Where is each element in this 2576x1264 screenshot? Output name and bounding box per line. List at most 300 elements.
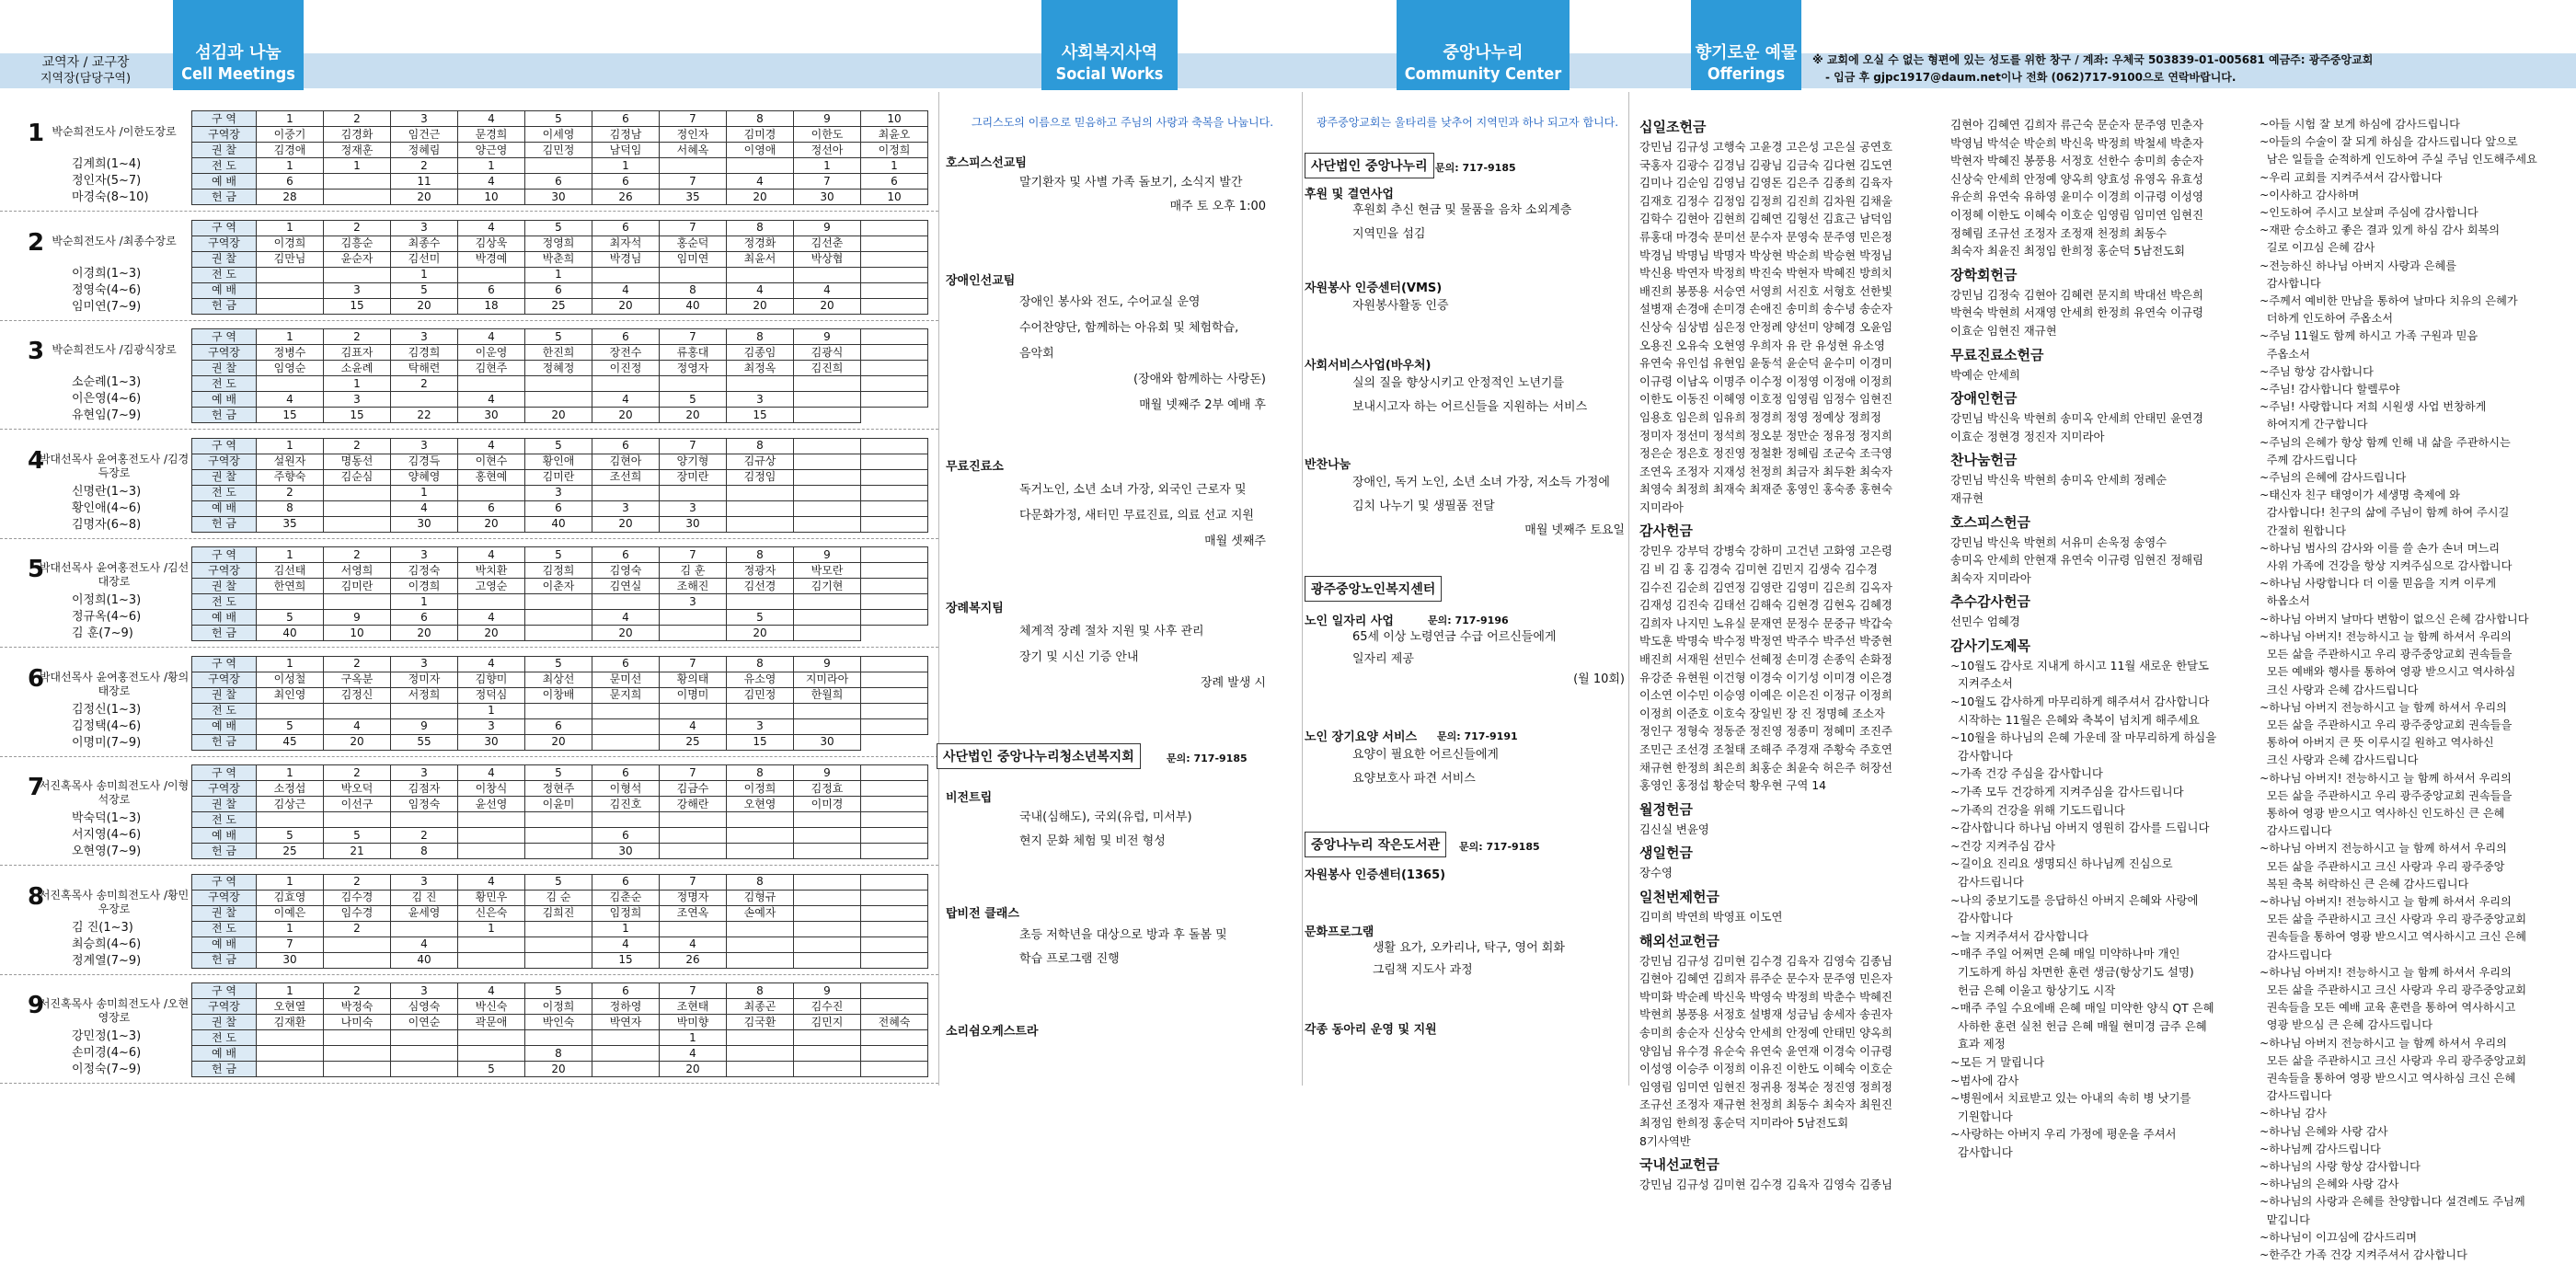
table-cell: 8 <box>727 874 794 890</box>
table-cell: 이정희 <box>861 143 928 158</box>
table-cell: 20 <box>727 298 794 314</box>
table-row <box>192 626 928 641</box>
offering-heading: 월정헌금 <box>1639 800 1693 818</box>
table-cell <box>257 703 324 718</box>
table-cell: 문미선 <box>592 672 660 687</box>
table-cell <box>794 500 861 516</box>
table-cell: 4 <box>794 282 861 298</box>
table-row <box>192 656 928 672</box>
table-cell: 1 <box>592 158 660 174</box>
table-cell: 조연옥 <box>660 905 727 921</box>
table-cell: 6 <box>257 174 324 190</box>
social-vision-trip: 비전트립 <box>946 791 993 805</box>
table-cell: 이영애 <box>727 143 794 158</box>
offering-names: ~10월도 감사로 지내게 하시고 11월 새로운 한달도 지켜주소서 ~10월도 감사하게 마무리하게 해주셔서 감사합니다 시작하는 11월은 은혜와 축복이 넘치게 해주세요 ~10월을 하나님의 은혜 가운데 잘 마무리하게 하심을 감사합니다 ~가족 건강 주심을 감사합니다 ~가족 모두 건강하게 지켜주심을 감사드립니다 ~가족의 건강을 위해 기도드립니다 ~감사합니다 하나님 아버지 영원히 감사를 드립니다 ~건강 지켜주심 감사 ~길이요 진리요 생명되신 하나님께 진심으로 감사드립니다 ~나의 중보기도를 응답하신 아버지 은혜와 사랑에 감사합니다 ~늘 지켜주셔서 감사합니다 ~매주 주일 어쩌면 은혜 매일 미약하나마 개인 기도하게 하심 차면한 훈련 생금(항상기도 설명) 헌금 은혜 이울고 항상기도 시작 ~매주 주일 수요에배 은혜 매일 미약한 양식 QT 은혜 사하한 훈련 실천 헌금 은혜 매월 현미경 금주 은혜 효과 제정 ~모든 거 말립니다 ~범사에 감사 ~병원에서 치료받고 있는 아내의 속히 병 낫기를 기원합니다 ~사랑하는 아버지 우리 가정에 평운을 주셔서 감사합니다 <box>1950 658 2217 1159</box>
table-cell: 이창배 <box>525 687 592 703</box>
table-cell: 20 <box>391 190 458 205</box>
table-row <box>192 1030 928 1046</box>
table-cell: 이한도 <box>794 127 861 143</box>
table-cell: 유소영 <box>727 672 794 687</box>
group-members <box>72 702 141 752</box>
group-member: 이은영(4~6) <box>72 392 142 406</box>
table-cell: 3 <box>660 594 727 610</box>
table-cell <box>794 516 861 532</box>
table-cell: 3 <box>391 220 458 236</box>
offering-section <box>1950 264 2254 340</box>
row-label: 예 배 <box>192 174 257 190</box>
table-cell: 윤선영 <box>458 797 525 812</box>
table-row <box>192 828 928 844</box>
table-cell: 8 <box>727 765 794 781</box>
table-row <box>192 781 928 797</box>
table-cell <box>525 392 592 408</box>
table-row <box>192 392 928 408</box>
table-cell: 20 <box>660 408 727 423</box>
center-box-nanuri-title: 사단법인 중앙나누리 <box>1311 159 1428 174</box>
table-cell: 6 <box>592 438 660 454</box>
table-cell <box>794 1046 861 1062</box>
cell-group <box>0 103 938 212</box>
table-cell: 8 <box>727 656 794 672</box>
table-cell: 2 <box>257 485 324 500</box>
table-cell: 류홍대 <box>660 345 727 361</box>
table-cell: 5 <box>525 438 592 454</box>
table-row <box>192 1062 928 1077</box>
center-tel: 문의: 717-9185 <box>1435 162 1516 174</box>
center-tel: 문의: 717-9191 <box>1437 730 1518 742</box>
table-row <box>192 361 928 376</box>
table-cell: 박연자 <box>592 1015 660 1030</box>
table-cell <box>794 844 861 859</box>
table-cell <box>525 594 592 610</box>
table-row <box>192 547 928 563</box>
table-cell: 10 <box>458 190 525 205</box>
table-cell <box>727 812 794 828</box>
center-tel: 문의: 717-9196 <box>1428 615 1509 626</box>
social-text: 말기환자 및 사별 가족 돌보기, 소식지 발간 <box>1019 176 1243 190</box>
offerings-column-1 <box>1639 116 1952 1198</box>
cell-group <box>0 757 938 866</box>
table-cell: 4 <box>458 438 525 454</box>
table-cell: 7 <box>660 174 727 190</box>
table-cell: 20 <box>727 626 794 641</box>
offering-section <box>1950 591 2254 631</box>
row-label: 예 배 <box>192 392 257 408</box>
table-cell: 2 <box>391 828 458 844</box>
table-cell: 20 <box>458 626 525 641</box>
table-cell <box>861 579 928 594</box>
tab-offerings[interactable] <box>1691 0 1801 90</box>
row-label: 구 역 <box>192 220 257 236</box>
row-label: 권 찰 <box>192 905 257 921</box>
group-member: 김명자(6~8) <box>72 517 142 532</box>
table-cell <box>727 844 794 859</box>
table-cell <box>861 718 928 734</box>
row-label: 구역장 <box>192 345 257 361</box>
table-cell: 30 <box>525 190 592 205</box>
table-cell: 3 <box>391 983 458 999</box>
table-cell: 4 <box>727 174 794 190</box>
table-cell <box>391 392 458 408</box>
social-youth-tel: 문의: 717-9185 <box>1167 753 1248 764</box>
table-cell: 7 <box>660 547 727 563</box>
table-cell: 3 <box>391 547 458 563</box>
table-row <box>192 500 928 516</box>
table-cell: 1 <box>257 874 324 890</box>
table-cell: 4 <box>391 500 458 516</box>
table-row <box>192 905 928 921</box>
table-cell <box>458 812 525 828</box>
group-member: 마경숙(8~10) <box>72 190 149 204</box>
table-cell: 21 <box>324 844 391 859</box>
table-row <box>192 454 928 469</box>
table-row <box>192 469 928 485</box>
group-members <box>72 1028 141 1078</box>
table-cell: 3 <box>324 282 391 298</box>
table-cell: 20 <box>592 516 660 532</box>
table-cell: 김점자 <box>391 781 458 797</box>
table-cell: 정경화 <box>727 236 794 251</box>
table-cell: 6 <box>458 282 525 298</box>
table-row <box>192 703 928 718</box>
table-cell <box>861 345 928 361</box>
table-cell: 5 <box>727 610 794 626</box>
table-cell: 이미경 <box>794 797 861 812</box>
table-cell: 9 <box>794 547 861 563</box>
offering-names: 강민님 김규성 김미현 김수경 김육자 김영숙 김종님 김현아 김혜연 김희자 류주순 문수자 문주영 민은자 박미화 박순례 박신욱 박영숙 박정희 박춘수 박혜진 박현희 봉풍용 서정호 설병재 성금님 송세자 송권자 송미희 송순자 신상숙 안세희 안정예 안태민 양옥희 양임님 유수경 유순숙 유연숙 윤연재 이경숙 이규령 이성영 이승주 이정희 이유진 이한도 이혜숙 이호순 임영림 임미연 임현진 정귀용 정복순 정진영 정희정 조규선 조정자 재규현 천정희 최동수 최숙자 최원진 최정임 한희정 홍순덕 지미라아 5남전도회 8기사역반 <box>1639 953 1892 1148</box>
table-cell <box>861 251 928 267</box>
social-funeral-title: 장례복지팀 <box>946 602 1004 615</box>
table-cell <box>861 890 928 905</box>
table-cell: 20 <box>391 298 458 314</box>
social-text: 초등 저학년을 대상으로 방과 후 돌봄 및 <box>1019 928 1227 942</box>
table-cell <box>794 485 861 500</box>
offering-names: 강민님 김규성 김미현 김수경 김육자 김영숙 김종님 <box>1639 1178 1892 1192</box>
tab-social-works[interactable] <box>1041 0 1178 90</box>
table-cell: 김현아 <box>592 454 660 469</box>
table-row <box>192 408 928 423</box>
offering-section <box>1639 116 1952 516</box>
table-cell: 최인영 <box>257 687 324 703</box>
table-cell <box>861 1046 928 1062</box>
group-members <box>72 156 149 206</box>
row-label: 구 역 <box>192 765 257 781</box>
table-cell: 이현수 <box>458 454 525 469</box>
offering-names: 선민수 엄혜경 <box>1950 615 2020 629</box>
table-cell: 최윤서 <box>727 251 794 267</box>
center-text: 실의 질을 향상시키고 안정적인 노년기를 <box>1352 376 1565 390</box>
row-label: 헌 금 <box>192 734 257 750</box>
table-cell: 5 <box>525 656 592 672</box>
group-leader: 서진혹목사 송미희전도사 /황민우장로 <box>39 888 190 915</box>
social-topvision: 탑비전 클래스 <box>946 907 1019 921</box>
table-cell: 8 <box>660 282 727 298</box>
table-cell: 3 <box>458 718 525 734</box>
offering-heading: 일천번제헌금 <box>1639 888 1719 905</box>
divider <box>938 92 939 1086</box>
table-cell: 김선태 <box>257 563 324 579</box>
table-cell: 7 <box>660 438 727 454</box>
table-cell: 이창식 <box>458 781 525 797</box>
social-orchestra: 소리쉼오케스트라 <box>946 1025 1039 1039</box>
table-cell: 3 <box>660 500 727 516</box>
row-label: 예 배 <box>192 610 257 626</box>
row-label: 구역장 <box>192 999 257 1015</box>
offering-heading: 감사헌금 <box>1639 523 1693 540</box>
group-member: 신명란(1~3) <box>72 484 142 499</box>
table-cell: 김진호 <box>592 797 660 812</box>
table-cell: 김미란 <box>525 469 592 485</box>
table-cell: 주향숙 <box>257 469 324 485</box>
table-cell <box>861 765 928 781</box>
row-label: 전 도 <box>192 267 257 282</box>
table-cell <box>525 921 592 937</box>
center-text: (월 10회) <box>1573 672 1625 686</box>
table-cell <box>324 952 391 968</box>
table-cell: 6 <box>592 547 660 563</box>
offering-names: 김미희 박연희 박영표 이도연 <box>1639 909 1783 924</box>
table-cell: 3 <box>391 656 458 672</box>
table-cell: 4 <box>592 937 660 952</box>
table-cell <box>525 703 592 718</box>
table-cell <box>592 485 660 500</box>
table-cell: 김경득 <box>391 454 458 469</box>
table-cell: 4 <box>458 610 525 626</box>
table-cell: 1 <box>257 220 324 236</box>
tab-cell-ko: 섬김과 나눔 <box>195 43 282 63</box>
table-cell: 6 <box>592 765 660 781</box>
social-text: (장애와 함께하는 사랑돈) <box>1133 373 1266 386</box>
table-cell: 이명미 <box>660 687 727 703</box>
table-cell: 20 <box>525 408 592 423</box>
table-cell <box>660 703 727 718</box>
table-cell <box>660 485 727 500</box>
table-cell <box>257 1062 324 1077</box>
table-cell: 6 <box>458 500 525 516</box>
table-cell: 김연실 <box>592 579 660 594</box>
table-cell: 김선경 <box>727 579 794 594</box>
table-cell: 조선희 <box>592 469 660 485</box>
table-cell <box>660 828 727 844</box>
table-row <box>192 236 928 251</box>
table-cell: 7 <box>660 656 727 672</box>
table-cell <box>525 812 592 828</box>
table-cell <box>861 672 928 687</box>
group-member: 박숙덕(1~3) <box>72 811 142 825</box>
table-cell <box>794 392 861 408</box>
table-cell: 박춘희 <box>525 251 592 267</box>
table-cell: 박미향 <box>660 1015 727 1030</box>
tab-cell-meetings[interactable] <box>173 0 304 90</box>
table-cell: 1 <box>458 703 525 718</box>
table-cell: 1 <box>257 158 324 174</box>
header-left-line2: 지역장(담당구역) <box>40 72 132 86</box>
table-cell: 2 <box>324 111 391 127</box>
group-number: 3 <box>28 338 45 365</box>
row-label: 구역장 <box>192 454 257 469</box>
table-cell: 이예은 <box>257 905 324 921</box>
group-member: 김계희(1~4) <box>72 157 142 171</box>
table-cell <box>324 594 391 610</box>
row-label: 헌 금 <box>192 190 257 205</box>
table-cell <box>861 220 928 236</box>
table-cell: 4 <box>458 392 525 408</box>
table-cell: 40 <box>257 626 324 641</box>
table-cell: 3 <box>525 485 592 500</box>
table-cell: 4 <box>458 656 525 672</box>
group-leader: 서진혹목사 송미희전도사 /오현영장로 <box>39 997 190 1024</box>
row-label: 예 배 <box>192 718 257 734</box>
row-label: 예 배 <box>192 937 257 952</box>
table-cell: 심영숙 <box>391 999 458 1015</box>
table-cell <box>861 547 928 563</box>
table-cell: 22 <box>391 408 458 423</box>
table-cell: 정영자 <box>660 361 727 376</box>
table-cell <box>861 298 928 314</box>
table-cell: 김미란 <box>324 579 391 594</box>
center-text: 자원봉사활동 인증 <box>1352 299 1449 313</box>
center-text: 일자리 제공 <box>1352 652 1414 666</box>
table-cell: 김경화 <box>324 127 391 143</box>
table-cell: 3 <box>324 392 391 408</box>
table-cell: 4 <box>391 937 458 952</box>
table-cell: 40 <box>525 516 592 532</box>
center-box-senior-title: 광주중앙노인복지센터 <box>1311 582 1436 597</box>
group-table <box>191 110 928 205</box>
table-row <box>192 718 928 734</box>
table-cell <box>525 828 592 844</box>
table-cell: 임영순 <box>257 361 324 376</box>
group-table <box>191 764 928 859</box>
table-row <box>192 765 928 781</box>
cell-group <box>0 431 938 539</box>
table-cell <box>525 626 592 641</box>
table-row <box>192 952 928 968</box>
table-cell <box>727 516 794 532</box>
table-cell: 2 <box>324 983 391 999</box>
table-cell <box>257 298 324 314</box>
offering-section <box>1639 799 1952 839</box>
row-label: 구 역 <box>192 983 257 999</box>
table-cell: 25 <box>257 844 324 859</box>
table-cell <box>257 267 324 282</box>
table-cell <box>458 376 525 392</box>
table-cell: 고영순 <box>458 579 525 594</box>
table-cell: 김민지 <box>794 1015 861 1030</box>
table-cell <box>727 1046 794 1062</box>
table-row <box>192 251 928 267</box>
offering-heading: 찬나눔헌금 <box>1950 452 2018 469</box>
table-cell: 이춘자 <box>525 579 592 594</box>
table-cell: 5 <box>324 828 391 844</box>
table-cell <box>324 500 391 516</box>
table-cell <box>861 594 928 610</box>
table-cell: 최자석 <box>592 236 660 251</box>
table-cell: 한연희 <box>257 579 324 594</box>
row-label: 헌 금 <box>192 952 257 968</box>
center-text: 요양이 필요한 어르신들에게 <box>1352 748 1499 762</box>
table-cell: 4 <box>458 111 525 127</box>
table-cell: 8 <box>257 500 324 516</box>
tab-community-center[interactable] <box>1397 0 1570 90</box>
tab-offer-en: Offerings <box>1707 64 1786 84</box>
row-label: 헌 금 <box>192 516 257 532</box>
table-cell: 황의태 <box>660 672 727 687</box>
table-cell: 김효영 <box>257 890 324 905</box>
table-cell: 4 <box>592 392 660 408</box>
row-label: 구 역 <box>192 111 257 127</box>
table-cell: 9 <box>391 718 458 734</box>
table-cell <box>794 376 861 392</box>
table-cell: 서영희 <box>324 563 391 579</box>
table-cell: 김미경 <box>727 127 794 143</box>
offering-section <box>1950 116 2254 260</box>
table-cell: 7 <box>660 111 727 127</box>
group-member: 김 훈(7~9) <box>72 626 133 640</box>
table-cell: 김정남 <box>592 127 660 143</box>
offering-names: 강민우 강부덕 강병숙 강하미 고건년 고화영 고은령 김 비 김 홍 김경숙 김미현 김민지 김생숙 김수경 김수진 김순희 김연정 김영란 김영미 김은희 김옥자 김재성 김진숙 김태선 김해숙 김현경 김현옥 김혜경 김희자 나지민 노유실 문재연 문정수 문중규 박갑숙 박도훈 박명숙 박수정 박정연 박주수 박주선 박중현 배진희 서재원 선민수 선혜정 손미경 손종익 손화정 유강준 유현원 이건형 이경숙 이기성 이미경 이은경 이소연 이수민 이승영 이예은 이은진 이정규 이정희 이정희 이준호 이호숙 장일빈 장 진 정명혜 조소자 정인구 정형숙 정동준 정진영 정종미 정혜미 조진주 조민근 조선경 조철태 조해주 주경재 주황숙 주호연 채규현 한정희 최은희 최홍순 최윤숙 허은주 허장선 홍영인 홍정섭 황순덕 황우현 구역 14 <box>1639 544 1892 793</box>
table-cell <box>592 376 660 392</box>
row-label: 전 도 <box>192 703 257 718</box>
table-cell: 6 <box>592 656 660 672</box>
group-leader: 박순희전도사 /최종수장로 <box>52 234 177 247</box>
group-members <box>72 374 141 424</box>
table-cell: 3 <box>391 438 458 454</box>
table-cell: 5 <box>525 329 592 345</box>
row-label: 헌 금 <box>192 1062 257 1077</box>
table-cell: 김경애 <box>257 143 324 158</box>
table-row <box>192 190 928 205</box>
table-cell: 7 <box>794 174 861 190</box>
table-cell: 임수경 <box>324 905 391 921</box>
table-cell: 10 <box>861 111 928 127</box>
table-cell: 9 <box>324 610 391 626</box>
table-cell <box>861 1062 928 1077</box>
offering-section <box>1950 344 2254 385</box>
table-cell: 이형석 <box>592 781 660 797</box>
table-cell <box>324 812 391 828</box>
table-cell: 정재훈 <box>324 143 391 158</box>
offering-names: 김현아 김혜연 김희자 류근숙 문순자 문주영 민춘자 박영님 박석순 박순희 박신욱 박정희 박철세 박춘자 박현자 박혜진 봉풍용 서정호 선한수 송미희 송순자 신상숙 안세희 안정예 양옥희 양효성 유영옥 유효성 유순희 유연숙 유하영 윤미수 이경희 이규령 이성영 이정혜 이한도 이혜숙 이호순 임영림 임미연 임현진 정혜림 조규선 조정자 조정재 천정희 최동수 최숙자 최윤진 최정임 한희정 홍순덕 5남전도회 <box>1950 118 2203 259</box>
table-cell: 3 <box>391 329 458 345</box>
table-cell: 1 <box>257 547 324 563</box>
table-row <box>192 921 928 937</box>
table-cell <box>257 594 324 610</box>
row-label: 권 찰 <box>192 687 257 703</box>
table-cell <box>727 921 794 937</box>
table-cell <box>660 158 727 174</box>
table-cell <box>861 282 928 298</box>
table-cell: 명동선 <box>324 454 391 469</box>
offering-heading: 무료진료소헌금 <box>1950 346 2044 363</box>
table-cell <box>861 937 928 952</box>
table-cell: 박모란 <box>794 563 861 579</box>
table-cell: 2 <box>391 376 458 392</box>
table-row <box>192 329 928 345</box>
social-text: 수어찬양단, 함께하는 아유회 및 체험학습, <box>1019 321 1239 335</box>
group-leader: 박대선목사 윤여홍전도사 /김선대장로 <box>39 561 190 588</box>
table-cell: 7 <box>660 983 727 999</box>
table-cell: 김희진 <box>525 905 592 921</box>
group-table <box>191 982 928 1077</box>
offering-section <box>1639 930 1952 1151</box>
offering-heading: 장애인헌금 <box>1950 390 2018 408</box>
table-row <box>192 874 928 890</box>
table-cell: 홍현예 <box>458 469 525 485</box>
table-cell: 1 <box>794 158 861 174</box>
center-text: 장애인, 독거 노인, 소년 소녀 가장, 저소득 가정에 <box>1352 476 1610 489</box>
offering-heading: 장학회헌금 <box>1950 266 2018 283</box>
